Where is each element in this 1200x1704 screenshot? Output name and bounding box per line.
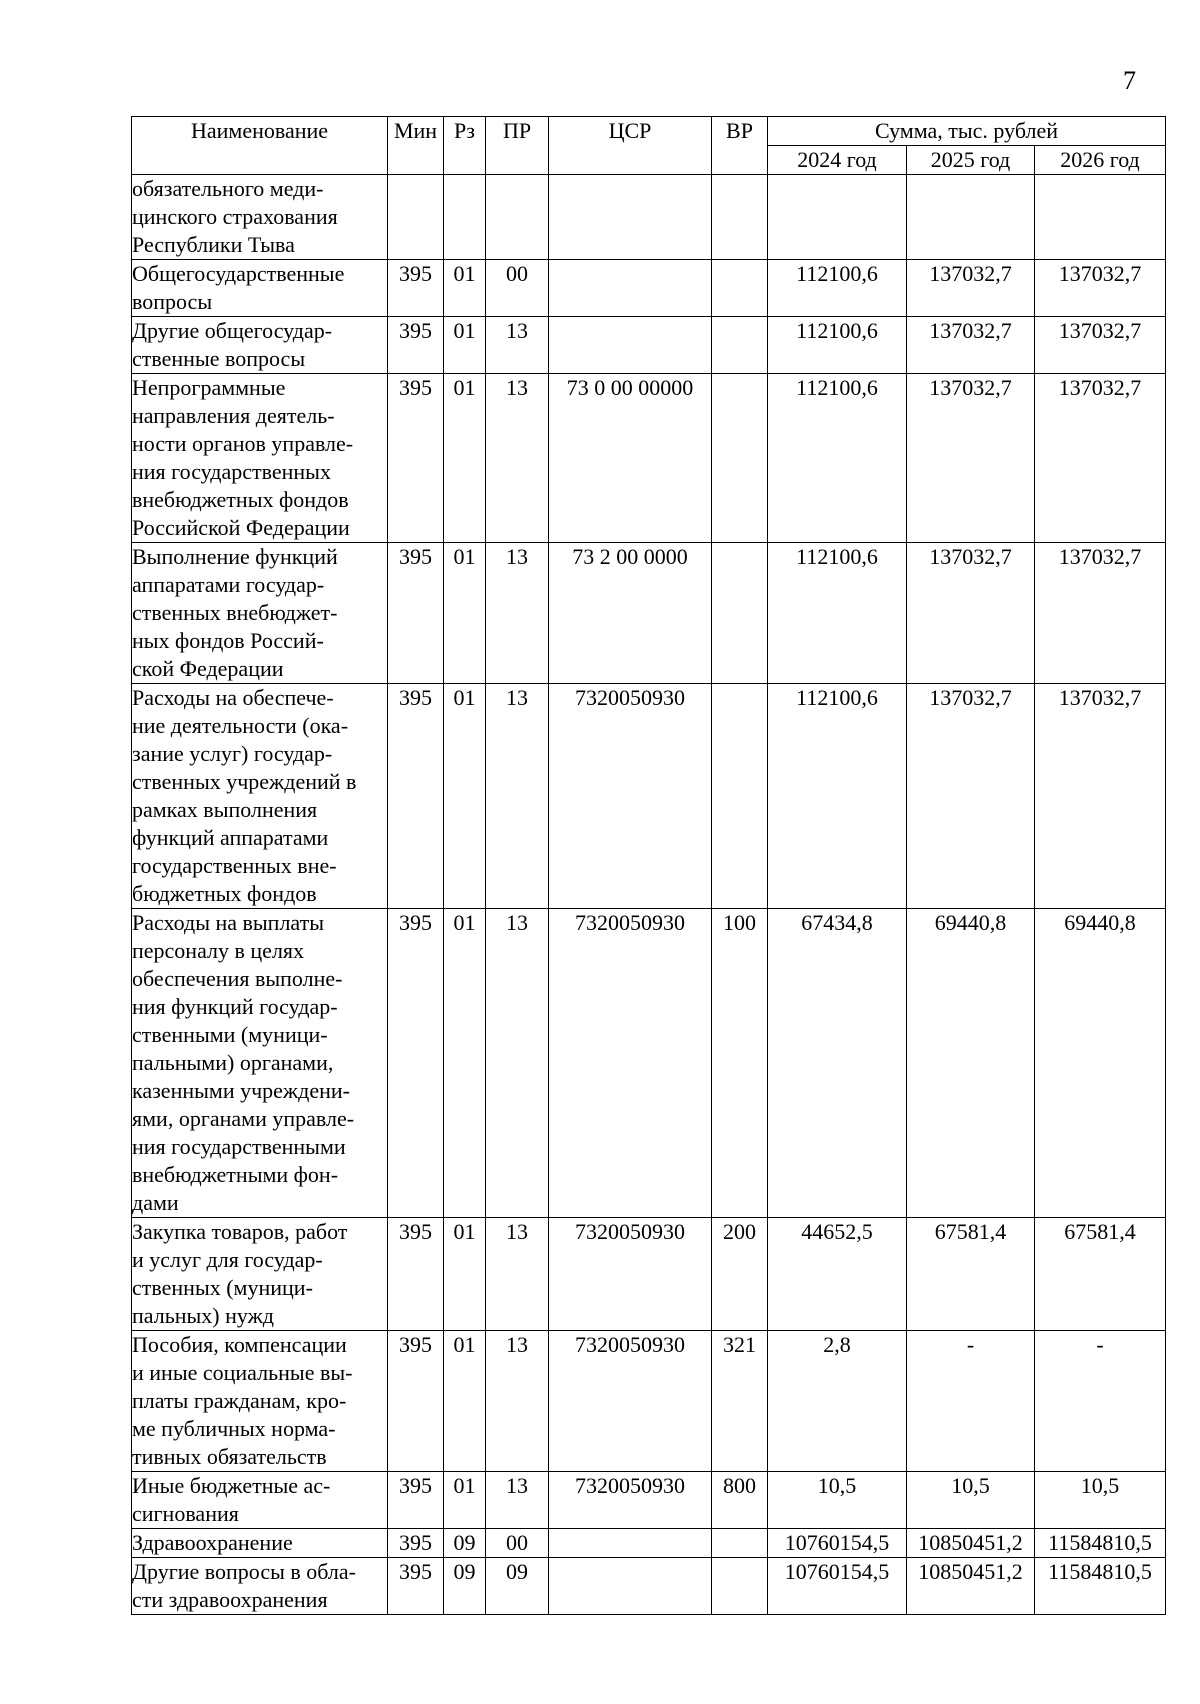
cell-pr: 13 — [486, 374, 549, 543]
cell-2024: 10760154,5 — [768, 1529, 907, 1558]
cell-name: Другие вопросы в обла- сти здравоохранения — [132, 1558, 388, 1615]
table-row — [132, 175, 1166, 260]
cell-name: Иные бюджетные ас- сигнования — [132, 1472, 388, 1529]
cell-rz — [444, 175, 486, 260]
cell-rz: 01 — [444, 260, 486, 317]
cell-min: 395 — [388, 1472, 444, 1529]
table-body — [132, 175, 1166, 1615]
table-row — [132, 1472, 1166, 1529]
cell-2025: 10850451,2 — [907, 1529, 1035, 1558]
cell-rz: 01 — [444, 543, 486, 684]
cell-vr — [712, 175, 768, 260]
cell-csr: 73 0 00 00000 — [549, 374, 712, 543]
cell-csr: 7320050930 — [549, 1472, 712, 1529]
cell-rz: 01 — [444, 1218, 486, 1331]
cell-pr: 13 — [486, 543, 549, 684]
cell-vr — [712, 1558, 768, 1615]
cell-2025: 67581,4 — [907, 1218, 1035, 1331]
cell-name: Общегосударственные вопросы — [132, 260, 388, 317]
cell-rz: 09 — [444, 1529, 486, 1558]
table-row — [132, 1529, 1166, 1558]
cell-2025: 69440,8 — [907, 909, 1035, 1218]
table-row — [132, 1331, 1166, 1472]
cell-csr — [549, 175, 712, 260]
cell-vr — [712, 543, 768, 684]
cell-vr: 800 — [712, 1472, 768, 1529]
cell-csr: 7320050930 — [549, 1218, 712, 1331]
cell-2025: 137032,7 — [907, 317, 1035, 374]
cell-name: обязательного меди- цинского страхования Республики Тыва — [132, 175, 388, 260]
cell-pr: 00 — [486, 260, 549, 317]
cell-min — [388, 175, 444, 260]
cell-2024: 112100,6 — [768, 543, 907, 684]
cell-min: 395 — [388, 1218, 444, 1331]
cell-csr — [549, 260, 712, 317]
cell-2024: 44652,5 — [768, 1218, 907, 1331]
cell-2025 — [907, 175, 1035, 260]
cell-rz: 01 — [444, 1331, 486, 1472]
cell-rz: 09 — [444, 1558, 486, 1615]
cell-2026: 67581,4 — [1035, 1218, 1166, 1331]
cell-2025: 10850451,2 — [907, 1558, 1035, 1615]
cell-2024: 112100,6 — [768, 374, 907, 543]
header-min: Мин — [388, 117, 444, 175]
cell-2025: 137032,7 — [907, 684, 1035, 909]
cell-pr: 13 — [486, 317, 549, 374]
cell-min: 395 — [388, 909, 444, 1218]
header-name: Наименование — [132, 117, 388, 175]
cell-csr — [549, 1558, 712, 1615]
cell-2026: 11584810,5 — [1035, 1529, 1166, 1558]
cell-min: 395 — [388, 543, 444, 684]
cell-vr: 321 — [712, 1331, 768, 1472]
cell-csr: 73 2 00 0000 — [549, 543, 712, 684]
header-2025: 2025 год — [907, 146, 1035, 175]
cell-name: Выполнение функций аппаратами государ- ственных внебюджет- ных фондов Россий- ской Федерации — [132, 543, 388, 684]
table-row — [132, 317, 1166, 374]
cell-pr: 09 — [486, 1558, 549, 1615]
cell-min: 395 — [388, 317, 444, 374]
header-csr: ЦСР — [549, 117, 712, 175]
table-row — [132, 260, 1166, 317]
cell-vr: 200 — [712, 1218, 768, 1331]
cell-rz: 01 — [444, 317, 486, 374]
cell-2026: 10,5 — [1035, 1472, 1166, 1529]
header-sum: Сумма, тыс. рублей — [768, 117, 1166, 146]
cell-2024: 112100,6 — [768, 317, 907, 374]
cell-vr — [712, 684, 768, 909]
cell-pr: 00 — [486, 1529, 549, 1558]
cell-2025: 137032,7 — [907, 543, 1035, 684]
table-row — [132, 374, 1166, 543]
cell-2026: 137032,7 — [1035, 260, 1166, 317]
header-2024: 2024 год — [768, 146, 907, 175]
cell-rz: 01 — [444, 909, 486, 1218]
cell-2024 — [768, 175, 907, 260]
cell-min: 395 — [388, 684, 444, 909]
cell-2026: 11584810,5 — [1035, 1558, 1166, 1615]
cell-min: 395 — [388, 1529, 444, 1558]
cell-pr — [486, 175, 549, 260]
cell-pr: 13 — [486, 909, 549, 1218]
cell-rz: 01 — [444, 374, 486, 543]
cell-csr — [549, 1529, 712, 1558]
table-row — [132, 684, 1166, 909]
cell-min: 395 — [388, 260, 444, 317]
cell-2026: 137032,7 — [1035, 374, 1166, 543]
cell-2024: 2,8 — [768, 1331, 907, 1472]
cell-2026: 137032,7 — [1035, 543, 1166, 684]
cell-csr: 7320050930 — [549, 1331, 712, 1472]
header-rz: Рз — [444, 117, 486, 175]
cell-min: 395 — [388, 1558, 444, 1615]
cell-pr: 13 — [486, 1218, 549, 1331]
cell-name: Закупка товаров, работ и услуг для государ- ственных (муници- пальных) нужд — [132, 1218, 388, 1331]
cell-pr: 13 — [486, 684, 549, 909]
cell-rz: 01 — [444, 684, 486, 909]
cell-pr: 13 — [486, 1331, 549, 1472]
cell-vr — [712, 374, 768, 543]
cell-2025: 137032,7 — [907, 374, 1035, 543]
budget-table — [131, 116, 1166, 1615]
page-number: 7 — [1123, 66, 1136, 95]
cell-name: Непрограммные направления деятель- ности органов управле- ния государственных внебюджетных фондов Российской Федерации — [132, 374, 388, 543]
cell-vr: 100 — [712, 909, 768, 1218]
cell-2024: 112100,6 — [768, 684, 907, 909]
header-pr: ПР — [486, 117, 549, 175]
table-row — [132, 1218, 1166, 1331]
cell-2025: - — [907, 1331, 1035, 1472]
cell-name: Расходы на обеспече- ние деятельности (ока- зание услуг) государ- ственных учреждений в рамках выполнения функций аппаратами государственных вне- бюджетных фондов — [132, 684, 388, 909]
cell-csr: 7320050930 — [549, 684, 712, 909]
table-row — [132, 1558, 1166, 1615]
cell-csr — [549, 317, 712, 374]
cell-vr — [712, 317, 768, 374]
cell-2024: 10,5 — [768, 1472, 907, 1529]
cell-csr: 7320050930 — [549, 909, 712, 1218]
cell-name: Здравоохранение — [132, 1529, 388, 1558]
cell-2026: 137032,7 — [1035, 684, 1166, 909]
cell-2024: 112100,6 — [768, 260, 907, 317]
cell-2025: 137032,7 — [907, 260, 1035, 317]
cell-rz: 01 — [444, 1472, 486, 1529]
header-row — [132, 117, 1166, 146]
cell-2026: - — [1035, 1331, 1166, 1472]
table-row — [132, 543, 1166, 684]
cell-2026: 69440,8 — [1035, 909, 1166, 1218]
header-2026: 2026 год — [1035, 146, 1166, 175]
cell-name: Другие общегосудар- ственные вопросы — [132, 317, 388, 374]
table-row — [132, 909, 1166, 1218]
cell-2025: 10,5 — [907, 1472, 1035, 1529]
cell-min: 395 — [388, 374, 444, 543]
cell-vr — [712, 260, 768, 317]
cell-min: 395 — [388, 1331, 444, 1472]
cell-2026 — [1035, 175, 1166, 260]
cell-2026: 137032,7 — [1035, 317, 1166, 374]
cell-2024: 10760154,5 — [768, 1558, 907, 1615]
cell-2024: 67434,8 — [768, 909, 907, 1218]
cell-vr — [712, 1529, 768, 1558]
header-vr: ВР — [712, 117, 768, 175]
cell-name: Расходы на выплаты персоналу в целях обеспечения выполне- ния функций государ- ственными (муници- пальными) органами, казенными учреждени- ями, органами управле- ния государственными внебюджетными фон- дами — [132, 909, 388, 1218]
cell-pr: 13 — [486, 1472, 549, 1529]
cell-name: Пособия, компенсации и иные социальные вы- платы гражданам, кро- ме публичных норма- тивных обязательств — [132, 1331, 388, 1472]
